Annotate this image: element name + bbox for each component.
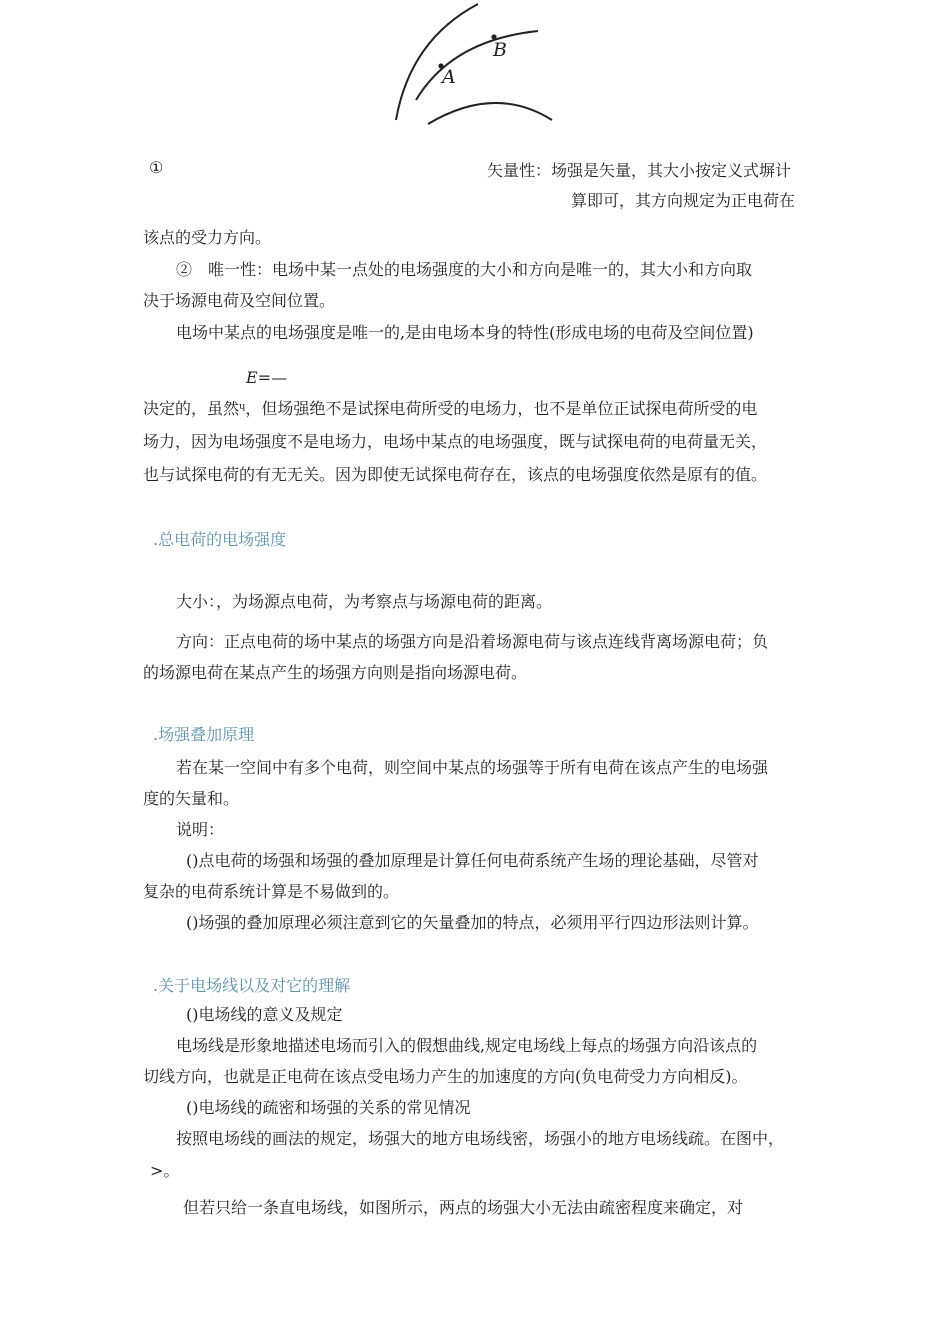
vector-item-text-2: 算即可，其方向规定为正电荷在 (571, 191, 796, 210)
superposition-p1-1: 若在某一空间中有多个电荷，则空间中某点的场强等于所有电荷在该点产生的电场强 (176, 758, 769, 777)
superposition-p1-2: 度的矢量和。 (143, 789, 240, 808)
field-lines-sub-2: ()电场线的疏密和场强的关系的常见情况 (186, 1098, 471, 1117)
section-heading-field-lines: .关于电场线以及对它的理解 (153, 976, 351, 995)
field-lines-p1-1: 电场线是形象地描述电场而引入的假想曲线,规定电场线上每点的场强方向沿该点的 (176, 1036, 758, 1055)
field-lines-p1-2: 切线方向，也就是正电荷在该点受电场力产生的加速度的方向(负电荷受力方向相反)。 (143, 1067, 748, 1086)
para-unique-line-4: 也与试探电荷的有无无关。因为即使无试探电荷存在，该点的电场强度依然是原有的值。 (143, 465, 768, 484)
section-total-dir-2: 的场源电荷在某点产生的场强方向则是指向场源电荷。 (143, 663, 528, 682)
formula-e: E=— (246, 368, 288, 387)
section-heading-superposition: .场强叠加原理 (153, 725, 255, 744)
field-lines-figure (380, 0, 580, 135)
para-unique-line-2: 决定的，虽然ᶣ，但场强绝不是试探电荷所受的电场力，也不是单位正试探电荷所受的电 (143, 399, 758, 418)
field-lines-p2-1: 按照电场线的画法的规定，场强大的地方电场线密，场强小的地方电场线疏。在图中， (176, 1129, 785, 1148)
field-lines-p2-2: >。 (150, 1161, 180, 1180)
vector-item-text-cont: 该点的受力方向。 (143, 228, 272, 247)
superposition-n2: ()场强的叠加原理必须注意到它的矢量叠加的特点，必须用平行四边形法则计算。 (186, 913, 759, 932)
vector-item-text-1: 矢量性：场强是矢量，其大小按定义式塀计 (487, 161, 792, 180)
section-heading-total: .总电荷的电场强度 (153, 530, 287, 549)
section-total-size: 大小：，为场源点电荷，为考察点与场源电荷的距离。 (176, 592, 553, 611)
point-a-label: A (442, 66, 456, 88)
field-lines-sub-1: ()电场线的意义及规定 (186, 1005, 343, 1024)
unique-item-line-2: 决于场源电荷及空间位置。 (143, 291, 336, 310)
vector-item-marker: ① (149, 158, 164, 177)
field-line-middle (416, 31, 538, 100)
field-lines-p3: 但若只给一条直电场线，如图所示，两点的场强大小无法由疏密程度来确定，对 (183, 1198, 744, 1217)
para-unique-line-1: 电场中某点的电场强度是唯一的,是由电场本身的特性(形成电场的电荷及空间位置) (176, 323, 754, 342)
superposition-n1-2: 复杂的电荷系统计算是不易做到的。 (143, 882, 400, 901)
field-line-outer (396, 4, 478, 120)
field-line-inner (428, 103, 552, 124)
unique-item-line-1: ② 唯一性：电场中某一点处的电场强度的大小和方向是唯一的，其大小和方向取 (176, 260, 753, 279)
section-total-dir-1: 方向：正点电荷的场中某点的场强方向是沿着场源电荷与该点连线背离场源电荷；负 (176, 632, 769, 651)
para-unique-line-3: 场力，因为电场强度不是电场力，电场中某点的电场强度，既与试探电荷的电荷量无关， (143, 432, 768, 451)
point-b-label: B (493, 39, 507, 61)
superposition-n1-1: ()点电荷的场强和场强的叠加原理是计算任何电荷系统产生场的理论基础，尽管对 (186, 851, 759, 870)
superposition-note: 说明： (176, 820, 225, 839)
